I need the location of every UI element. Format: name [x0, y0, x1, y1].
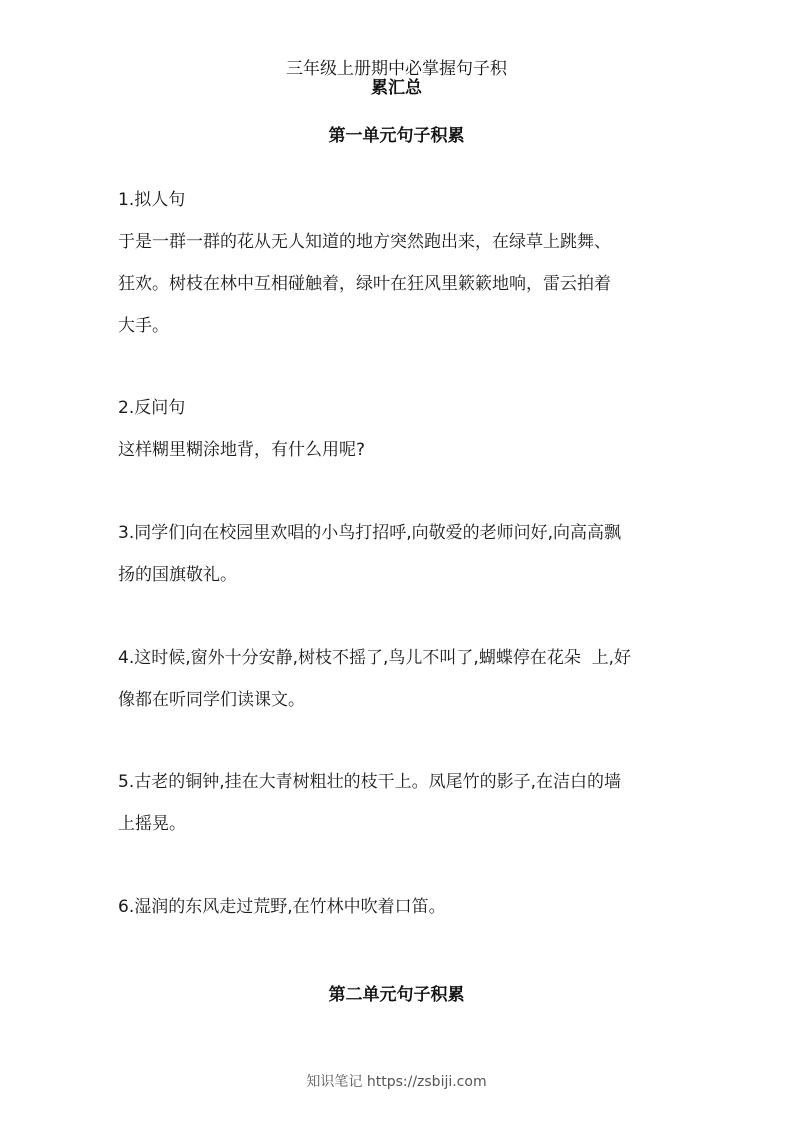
item-6-line-1: 6.湿润的东风走过荒野,在竹林中吹着口笛。: [118, 897, 446, 917]
item-2-label: 2.反问句: [118, 398, 186, 418]
item-6-block: [118, 886, 678, 928]
item-1-line-1: 于是一群一群的花从无人知道的地方突然跑出来，在绿草上跳舞、: [118, 232, 611, 252]
item-1-line-3: 大手。: [118, 316, 169, 336]
item-2-line-1: 这样糊里糊涂地背，有什么用呢?: [118, 440, 366, 460]
item-5-line-2: 上摇晃。: [118, 814, 186, 834]
item-3-line-2: 扬的国旗敬礼。: [118, 565, 237, 585]
section-heading-unit-1: 第一单元句子积累: [328, 126, 465, 146]
item-5-block: [118, 761, 678, 845]
document-title-line-2: 累汇总: [371, 78, 422, 98]
item-1-block: [118, 179, 678, 347]
footer-watermark: 知识笔记 https://zsbiji.com: [306, 1074, 487, 1090]
document-title-line-1: 三年级上册期中必掌握句子积: [286, 59, 507, 79]
item-4-block: [118, 637, 678, 721]
item-2-block: [118, 387, 678, 471]
item-1-label: 1.拟人句: [118, 190, 186, 210]
item-4-line-2: 像都在听同学们读课文。: [118, 690, 305, 710]
item-3-line-1: 3.同学们向在校园里欢唱的小鸟打招呼,向敬爱的老师问好,向高高飘: [118, 523, 622, 543]
item-5-line-1: 5.古老的铜钟,挂在大青树粗壮的枝干上。凤尾竹的影子,在洁白的墙: [118, 772, 622, 792]
item-1-line-2: 狂欢。树枝在林中互相碰触着，绿叶在狂风里簌簌地响，雷云拍着: [118, 274, 611, 294]
item-4-line-1: 4.这时候,窗外十分安静,树枝不摇了,鸟儿不叫了,蝴蝶停在花朵 上,好: [118, 648, 632, 668]
item-3-block: [118, 512, 678, 596]
section-heading-unit-2: 第二单元句子积累: [328, 985, 465, 1005]
